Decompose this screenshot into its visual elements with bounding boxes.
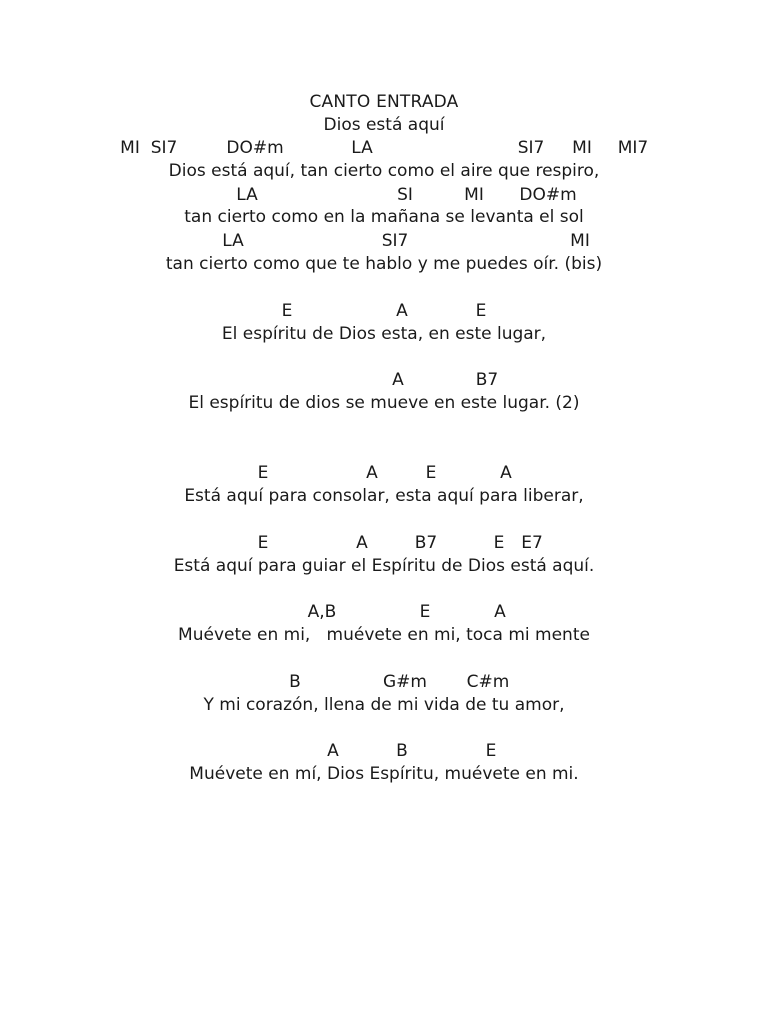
chord-symbol: G#m bbox=[383, 672, 427, 692]
chord-symbol: E bbox=[485, 741, 497, 761]
chord-symbol: MI bbox=[464, 185, 484, 205]
chord-row bbox=[0, 532, 768, 555]
chord-row bbox=[0, 601, 768, 624]
chord-symbol: E bbox=[493, 533, 505, 553]
chord-symbol: B bbox=[396, 741, 408, 761]
chord-row bbox=[0, 300, 768, 323]
chord-symbol: E7 bbox=[521, 533, 543, 553]
chord-symbol: E bbox=[257, 533, 269, 553]
chord-symbol: A,B bbox=[307, 602, 337, 622]
chord-symbol: E bbox=[419, 602, 431, 622]
lyric-line: Y mi corazón, llena de mi vida de tu amor, bbox=[203, 695, 565, 715]
lyric-line: Dios está aquí, tan cierto como el aire que respiro, bbox=[168, 161, 600, 181]
chord-row bbox=[0, 462, 768, 485]
chord-symbol: A bbox=[500, 463, 512, 483]
chord-symbol: A bbox=[356, 533, 368, 553]
chord-symbol: A bbox=[396, 301, 408, 321]
chord-symbol: B7 bbox=[475, 370, 499, 390]
lyric-line: tan cierto como que te hablo y me puedes oír. (bis) bbox=[165, 254, 603, 274]
lyric-line: El espíritu de dios se mueve en este lugar. (2) bbox=[188, 393, 580, 413]
chord-symbol: E bbox=[475, 301, 487, 321]
lyric-line: Está aquí para consolar, esta aquí para liberar, bbox=[184, 486, 584, 506]
chord-symbol: A bbox=[327, 741, 339, 761]
chord-row bbox=[0, 230, 768, 253]
chord-symbol: SI7 bbox=[517, 138, 545, 158]
chord-row bbox=[0, 184, 768, 207]
chord-symbol: B bbox=[289, 672, 301, 692]
chord-symbol: A bbox=[494, 602, 506, 622]
chord-symbol: MI bbox=[120, 138, 140, 158]
chord-symbol: DO#m bbox=[226, 138, 284, 158]
chord-row bbox=[0, 137, 768, 160]
chord-row bbox=[0, 671, 768, 694]
chord-symbol: E bbox=[257, 463, 269, 483]
chord-symbol: E bbox=[425, 463, 437, 483]
chord-symbol: C#m bbox=[466, 672, 510, 692]
chord-symbol: MI bbox=[570, 231, 590, 251]
song-subtitle: Dios está aquí bbox=[323, 115, 445, 135]
lyric-line: Muévete en mi, muévete en mi, toca mi mente bbox=[178, 625, 590, 645]
chord-symbol: SI7 bbox=[150, 138, 178, 158]
lyric-line: Está aquí para guiar el Espíritu de Dios está aquí. bbox=[173, 556, 595, 576]
chord-symbol: B7 bbox=[414, 533, 438, 553]
chord-symbol: A bbox=[366, 463, 378, 483]
chord-row bbox=[0, 369, 768, 392]
chord-symbol: LA bbox=[236, 185, 258, 205]
chord-symbol: LA bbox=[222, 231, 244, 251]
chord-symbol: SI7 bbox=[381, 231, 409, 251]
chord-symbol: A bbox=[392, 370, 404, 390]
chord-symbol: E bbox=[281, 301, 293, 321]
chord-row bbox=[0, 740, 768, 763]
chord-symbol: MI bbox=[572, 138, 592, 158]
lyric-line: El espíritu de Dios esta, en este lugar, bbox=[221, 324, 547, 344]
song-title: CANTO ENTRADA bbox=[309, 92, 459, 112]
lyric-line: tan cierto como en la mañana se levanta el sol bbox=[184, 207, 584, 227]
chord-symbol: MI7 bbox=[617, 138, 649, 158]
chord-symbol: SI bbox=[397, 185, 413, 205]
chord-symbol: LA bbox=[351, 138, 373, 158]
chord-symbol: DO#m bbox=[519, 185, 577, 205]
lyric-line: Muévete en mí, Dios Espíritu, muévete en mi. bbox=[189, 764, 579, 784]
